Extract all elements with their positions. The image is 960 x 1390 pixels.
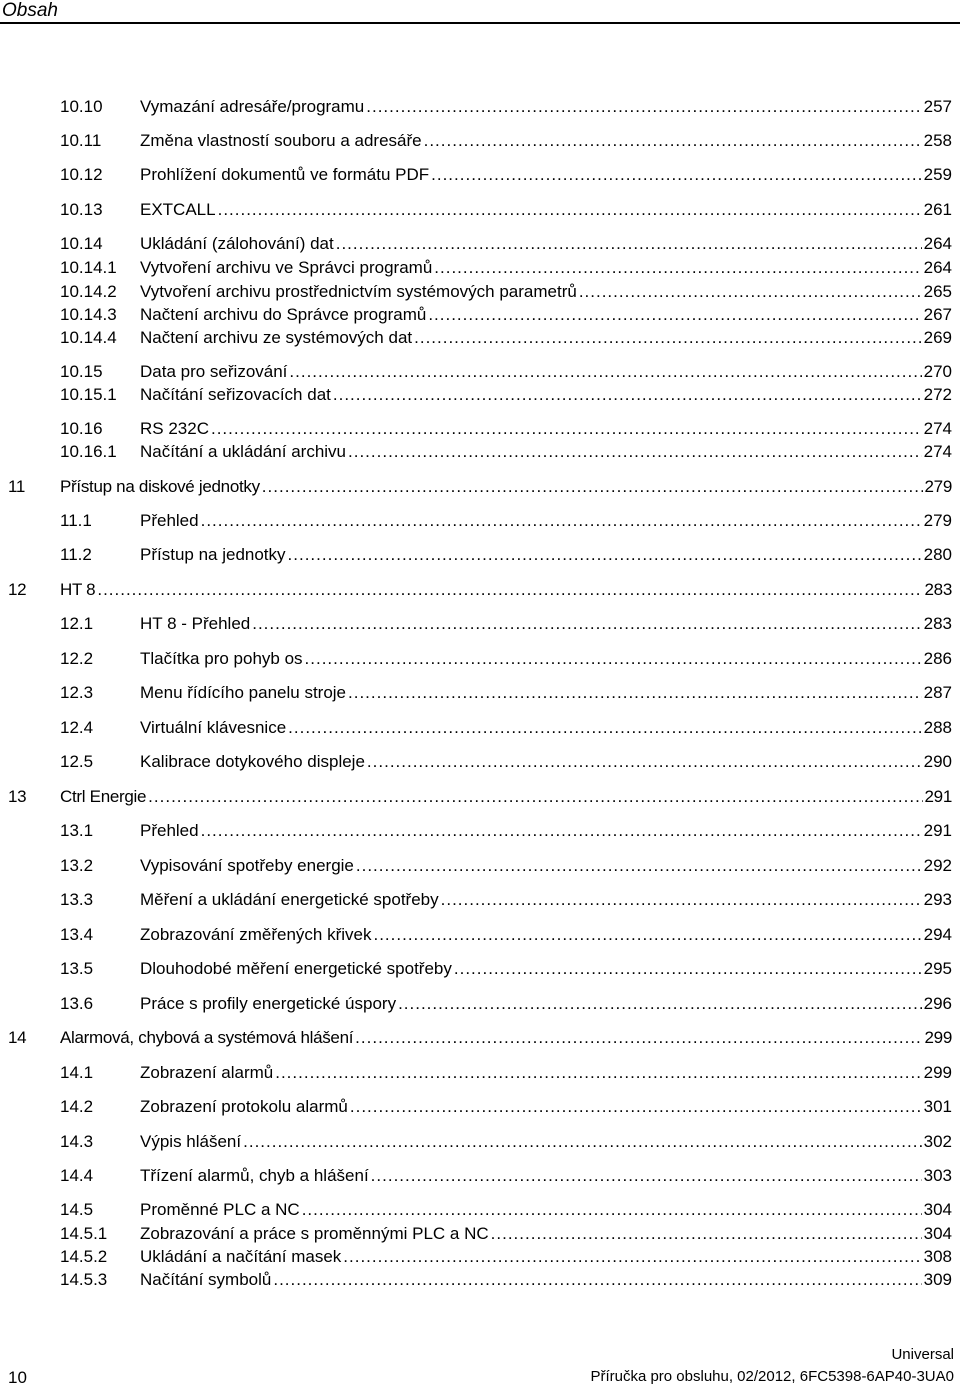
toc-entry-body (140, 96, 952, 118)
toc-dot-leader (434, 257, 921, 279)
toc-entry-body (140, 1269, 952, 1291)
toc-entry-page: 283 (924, 580, 952, 599)
toc-dot-leader (302, 1199, 922, 1221)
toc-entry-page: 279 (923, 511, 952, 530)
toc-entry-title: Vytvoření archivu prostřednictvím systémových parametrů (140, 282, 577, 301)
toc-entry-body (140, 958, 952, 980)
toc-dot-leader (428, 304, 921, 326)
toc-entry-page: 296 (923, 994, 952, 1013)
toc-entry-body (140, 281, 952, 303)
header-rule (0, 22, 960, 24)
toc-entry[interactable] (0, 993, 960, 1015)
toc-entry[interactable] (0, 544, 960, 566)
toc-entry-page: 283 (923, 614, 952, 633)
toc-entry-title: Přehled (140, 821, 199, 840)
toc-entry-body (60, 476, 952, 498)
toc-entry-title: Vymazání adresáře/programu (140, 97, 365, 116)
toc-dot-leader (97, 579, 922, 601)
toc-entry-page: 308 (923, 1247, 952, 1266)
toc-entry-page: 274 (923, 419, 952, 438)
toc-entry-number: 13.5 (60, 959, 94, 978)
toc-dot-leader (366, 96, 921, 118)
toc-entry-page: 264 (923, 234, 952, 253)
toc-dot-leader (367, 751, 922, 773)
toc-entry-title: Tlačítka pro pohyb os (140, 649, 303, 668)
toc-entry-title: Zobrazení alarmů (140, 1063, 274, 1082)
toc-entry-number: 10.10 (60, 97, 103, 116)
toc-entry-body (140, 1062, 952, 1084)
toc-entry-body (140, 130, 952, 152)
toc-entry-body (140, 855, 952, 877)
toc-entry-title: Načítání symbolů (140, 1270, 272, 1289)
toc-entry-title: Data pro seřizování (140, 362, 288, 381)
toc-entry-number: 11 (8, 477, 26, 496)
toc-entry-page: 299 (923, 1063, 952, 1082)
toc-chapter[interactable] (0, 786, 960, 808)
toc-entry-number: 13 (8, 787, 27, 806)
toc-entry-title: HT 8 - Přehled (140, 614, 251, 633)
toc-entry-title: Výpis hlášení (140, 1132, 242, 1151)
toc-entry[interactable] (0, 924, 960, 946)
toc-entry-title: Přehled (140, 511, 199, 530)
toc-entry[interactable] (0, 717, 960, 739)
toc-dot-leader (288, 544, 922, 566)
toc-dot-leader (336, 233, 922, 255)
toc-entry-body (140, 1131, 952, 1153)
toc-entry[interactable] (0, 1269, 960, 1291)
toc-entry-title: Měření a ukládání energetické spotřeby (140, 890, 439, 909)
toc-entry-number: 12.4 (60, 718, 94, 737)
toc-entry-page: 288 (923, 718, 952, 737)
toc-entry-title: Načtení archivu ze systémových dat (140, 328, 413, 347)
toc-entry-body (140, 1199, 952, 1221)
toc-entry-page: 274 (923, 442, 952, 461)
toc-entry-title: Změna vlastností souboru a adresáře (140, 131, 422, 150)
toc-entry-title: Načítání a ukládání archivu (140, 442, 347, 461)
toc-entry[interactable] (0, 418, 960, 440)
toc-entry-body (140, 418, 952, 440)
toc-entry-number: 10.14.3 (60, 305, 117, 324)
toc-entry-page: 272 (923, 385, 952, 404)
toc-entry-number: 14.4 (60, 1166, 94, 1185)
toc-entry[interactable] (0, 648, 960, 670)
toc-entry-number: 10.14.1 (60, 258, 117, 277)
toc-entry-page: 309 (923, 1270, 952, 1289)
toc-dot-leader (288, 717, 921, 739)
toc-entry-body (60, 1027, 952, 1049)
toc-entry-title: EXTCALL (140, 200, 216, 219)
page-header (0, 0, 960, 24)
toc-entry-page: 291 (924, 787, 952, 806)
toc-entry-title: Práce s profily energetické úspory (140, 994, 397, 1013)
toc-entry-body (60, 579, 952, 601)
toc-entry-number: 10.14 (60, 234, 103, 253)
toc-entry-number: 10.16.1 (60, 442, 117, 461)
toc-entry-title: Ukládání (zálohování) dat (140, 234, 334, 253)
toc-entry-body (140, 544, 952, 566)
toc-entry[interactable] (0, 1062, 960, 1084)
toc-entry-body (140, 751, 952, 773)
footer-product: Universal (891, 1346, 954, 1363)
toc-dot-leader (348, 682, 922, 704)
footer-page-number: 10 (8, 1368, 27, 1387)
toc-entry-body (140, 327, 952, 349)
toc-entry-body (140, 682, 952, 704)
toc-entry-page: 291 (923, 821, 952, 840)
toc-entry-page: 290 (923, 752, 952, 771)
toc-dot-leader (262, 476, 923, 498)
toc-entry-number: 11.2 (60, 545, 92, 564)
toc-entry-page: 265 (923, 282, 952, 301)
toc-entry-title: Vypisování spotřeby energie (140, 856, 354, 875)
toc-entry[interactable] (0, 958, 960, 980)
toc-entry-number: 13.2 (60, 856, 94, 875)
toc-entry[interactable] (0, 1199, 960, 1221)
toc-dot-leader (252, 613, 921, 635)
toc-dot-leader (424, 130, 922, 152)
toc-entry-page: 286 (923, 649, 952, 668)
toc-entry-title: Ctrl Energie (60, 787, 147, 806)
toc-entry[interactable] (0, 257, 960, 279)
toc-entry[interactable] (0, 1165, 960, 1187)
toc-entry[interactable] (0, 233, 960, 255)
toc-entry-number: 14.5 (60, 1200, 94, 1219)
toc-entry-body (140, 648, 952, 670)
toc-entry-page: 261 (923, 200, 952, 219)
toc-entry-body (140, 889, 952, 911)
toc-entry-page: 292 (923, 856, 952, 875)
toc-entry-title: Třízení alarmů, chyb a hlášení (140, 1166, 369, 1185)
toc-entry-body (140, 233, 952, 255)
toc-entry-title: Dlouhodobé měření energetické spotřeby (140, 959, 452, 978)
toc-entry-number: 10.12 (60, 165, 103, 184)
toc-dot-leader (243, 1131, 922, 1153)
toc-entry-title: RS 232C (140, 419, 209, 438)
toc-entry-title: Zobrazování a práce s proměnnými PLC a NC (140, 1224, 489, 1243)
header-title: Obsah (2, 0, 58, 21)
toc-entry-number: 13.6 (60, 994, 94, 1013)
toc-entry-body (140, 510, 952, 532)
toc-dot-leader (218, 199, 922, 221)
toc-chapter[interactable] (0, 579, 960, 601)
toc-entry-body (140, 304, 952, 326)
toc-entry-page: 294 (923, 925, 952, 944)
toc-dot-leader (373, 924, 921, 946)
toc-entry-body (140, 384, 952, 406)
toc-entry-title: Ukládání a načítání masek (140, 1247, 342, 1266)
toc-entry-number: 12 (8, 580, 27, 599)
toc-entry-page: 295 (923, 959, 952, 978)
toc-entry-page: 279 (924, 477, 952, 496)
toc-chapter[interactable] (0, 1027, 960, 1049)
toc-entry[interactable] (0, 441, 960, 463)
toc-entry[interactable] (0, 855, 960, 877)
toc-entry[interactable] (0, 199, 960, 221)
toc-dot-leader (305, 648, 922, 670)
toc-entry-title: Přístup na jednotky (140, 545, 286, 564)
toc-entry-title: Načítání seřizovacích dat (140, 385, 331, 404)
toc-entry-page: 287 (923, 683, 952, 702)
toc-entry-page: 304 (923, 1200, 952, 1219)
toc-entry-title: Zobrazení protokolu alarmů (140, 1097, 348, 1116)
toc-entry-number: 10.13 (60, 200, 103, 219)
toc-entry-number: 12.5 (60, 752, 94, 771)
toc-entry-page: 301 (923, 1097, 952, 1116)
toc-entry-body (140, 1096, 952, 1118)
toc-entry-number: 14.5.1 (60, 1224, 108, 1243)
toc-entry[interactable] (0, 96, 960, 118)
toc-entry-title: Zobrazování změřených křivek (140, 925, 372, 944)
toc-entry[interactable] (0, 889, 960, 911)
toc-dot-leader (289, 361, 921, 383)
toc-entry[interactable] (0, 1223, 960, 1245)
toc-dot-leader (579, 281, 922, 303)
toc-dot-leader (348, 441, 922, 463)
toc-entry-number: 13.1 (60, 821, 94, 840)
toc-entry-body (140, 1246, 952, 1268)
toc-entry[interactable] (0, 820, 960, 842)
toc-entry-title: Menu řídícího panelu stroje (140, 683, 347, 702)
toc-entry-body (140, 1165, 952, 1187)
toc-entry-body (140, 257, 952, 279)
toc-entry[interactable] (0, 510, 960, 532)
toc-entry-number: 14.1 (60, 1063, 94, 1082)
toc-entry-body (140, 820, 952, 842)
toc-entry[interactable] (0, 281, 960, 303)
toc-dot-leader (148, 786, 922, 808)
toc-entry[interactable] (0, 384, 960, 406)
toc-entry-number: 13.4 (60, 925, 94, 944)
toc-dot-leader (356, 855, 922, 877)
toc-entry-page: 280 (923, 545, 952, 564)
toc-entry-title: Proměnné PLC a NC (140, 1200, 300, 1219)
toc-entry-number: 10.15 (60, 362, 103, 381)
toc-entry-number: 13.3 (60, 890, 94, 909)
toc-entry[interactable] (0, 304, 960, 326)
toc-entry[interactable] (0, 327, 960, 349)
toc-entry-page: 259 (923, 165, 952, 184)
toc-entry-page: 269 (923, 328, 952, 347)
toc-entry-page: 257 (923, 97, 952, 116)
toc-entry-body (140, 164, 952, 186)
toc-entry-page: 303 (923, 1166, 952, 1185)
toc-chapter[interactable] (0, 476, 960, 498)
toc-entry[interactable] (0, 613, 960, 635)
toc-entry-title: Přístup na diskové jednotky (60, 477, 260, 496)
toc-dot-leader (343, 1246, 921, 1268)
toc-entry[interactable] (0, 682, 960, 704)
toc-entry-title: HT 8 (60, 580, 96, 599)
toc-entry-number: 10.14.4 (60, 328, 117, 347)
toc-entry-page: 302 (923, 1132, 952, 1151)
toc-entry-title: Vytvoření archivu ve Správci programů (140, 258, 433, 277)
toc-entry-number: 12.2 (60, 649, 94, 668)
toc-entry-page: 304 (923, 1224, 952, 1243)
toc-entry-body (140, 717, 952, 739)
toc-entry-number: 10.14.2 (60, 282, 117, 301)
toc-entry[interactable] (0, 1096, 960, 1118)
toc-entry[interactable] (0, 361, 960, 383)
toc-dot-leader (414, 327, 922, 349)
toc-entry-number: 14 (8, 1028, 27, 1047)
toc-entry-body (60, 786, 952, 808)
toc-entry-title: Prohlížení dokumentů ve formátu PDF (140, 165, 430, 184)
toc-entry-number: 12.3 (60, 683, 94, 702)
toc-entry-title: Načtení archivu do Správce programů (140, 305, 427, 324)
toc-dot-leader (333, 384, 922, 406)
toc-entry-title: Kalibrace dotykového displeje (140, 752, 365, 771)
toc-dot-leader (201, 820, 922, 842)
toc-dot-leader (398, 993, 922, 1015)
footer-manual: Příručka pro obsluhu, 02/2012, 6FC5398-6AP40-3UA0 (590, 1368, 954, 1385)
footer-info (590, 1344, 954, 1388)
toc-entry-title: Alarmová, chybová a systémová hlášení (60, 1028, 354, 1047)
toc-entry-title: Virtuální klávesnice (140, 718, 287, 737)
toc-entry-body (140, 613, 952, 635)
toc-dot-leader (371, 1165, 922, 1187)
toc-entry-number: 11.1 (60, 511, 92, 530)
toc-dot-leader (211, 418, 922, 440)
toc-entry-body (140, 361, 952, 383)
toc-dot-leader (454, 958, 922, 980)
toc-dot-leader (491, 1223, 922, 1245)
toc-entry[interactable] (0, 1246, 960, 1268)
toc-dot-leader (355, 1027, 922, 1049)
toc-entry-number: 14.5.3 (60, 1270, 108, 1289)
toc-entry[interactable] (0, 130, 960, 152)
toc-entry-body (140, 924, 952, 946)
toc-entry-body (140, 1223, 952, 1245)
toc-dot-leader (275, 1062, 921, 1084)
toc-entry-page: 258 (923, 131, 952, 150)
toc-dot-leader (201, 510, 922, 532)
toc-entry-number: 14.5.2 (60, 1247, 108, 1266)
toc-entry-body (140, 441, 952, 463)
toc-dot-leader (350, 1096, 922, 1118)
toc-entry-number: 10.15.1 (60, 385, 117, 404)
toc-entry-page: 293 (923, 890, 952, 909)
toc-entry-page: 267 (923, 305, 952, 324)
toc-entry-page: 270 (923, 362, 952, 381)
toc-entry-body (140, 993, 952, 1015)
toc-entry[interactable] (0, 164, 960, 186)
toc-entry[interactable] (0, 751, 960, 773)
toc-entry-number: 12.1 (60, 614, 94, 633)
toc-entry-number: 14.2 (60, 1097, 94, 1116)
toc-entry-number: 10.16 (60, 419, 103, 438)
toc-dot-leader (441, 889, 922, 911)
toc-entry-page: 264 (923, 258, 952, 277)
toc-dot-leader (431, 164, 921, 186)
toc-entry-page: 299 (924, 1028, 952, 1047)
toc-entry-number: 10.11 (60, 131, 102, 150)
toc-dot-leader (273, 1269, 921, 1291)
toc-entry[interactable] (0, 1131, 960, 1153)
toc-entry-number: 14.3 (60, 1132, 94, 1151)
toc-entry-body (140, 199, 952, 221)
